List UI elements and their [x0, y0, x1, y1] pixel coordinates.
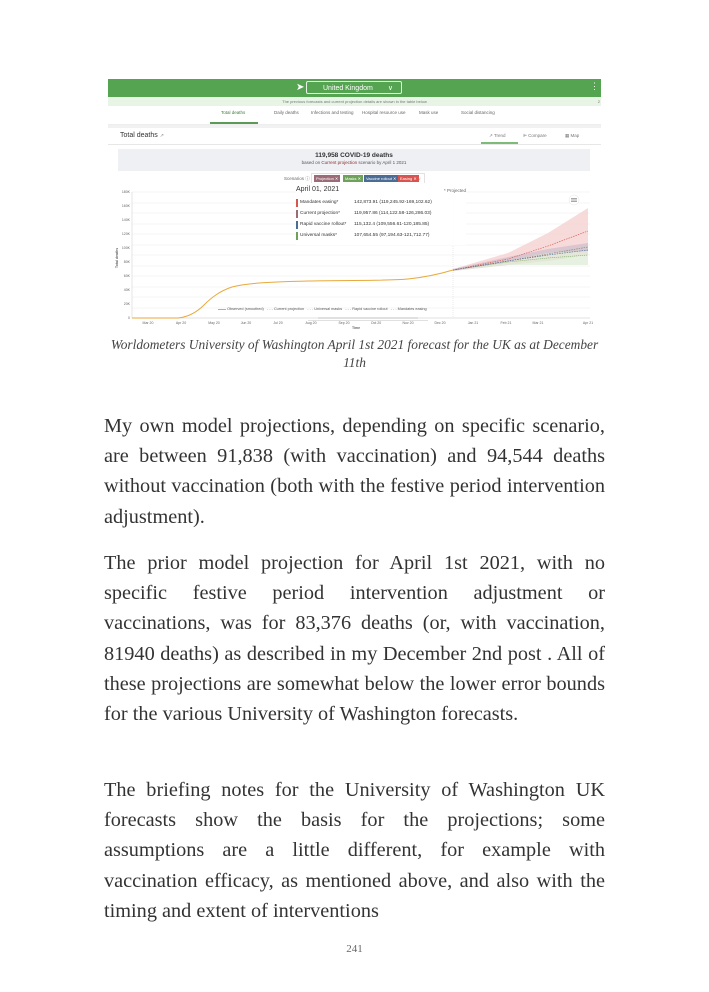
summary-headline: 119,958 COVID-19 deaths — [315, 152, 393, 159]
external-link-icon[interactable]: ↗ — [159, 133, 164, 139]
svg-text:Jul 20: Jul 20 — [273, 321, 283, 325]
view-trend-button[interactable]: ↗ Trend — [489, 133, 506, 138]
svg-text:Feb 21: Feb 21 — [500, 321, 512, 325]
tooltip-row-name: Rapid vaccine rollout* — [300, 222, 347, 227]
view-map-button[interactable]: ▦ Map — [565, 133, 580, 138]
svg-text:Mar 21: Mar 21 — [532, 321, 544, 325]
y-axis — [115, 190, 132, 320]
svg-text:100K: 100K — [121, 246, 130, 250]
svg-text:Mar 20: Mar 20 — [142, 321, 154, 325]
tooltip-projected-note: * Projected — [443, 188, 466, 193]
svg-text:Jun 20: Jun 20 — [240, 321, 252, 325]
svg-text:Jan 21: Jan 21 — [467, 321, 479, 325]
tooltip-row-name: Universal masks* — [300, 233, 338, 238]
hamburger-menu-icon[interactable]: ⋮ — [590, 81, 599, 91]
section-title — [120, 132, 164, 139]
svg-text:Total deaths: Total deaths — [115, 247, 119, 269]
tooltip-row-masks — [296, 232, 466, 240]
tab-social-distancing[interactable]: Social distancing — [461, 110, 495, 115]
svg-text:60K: 60K — [123, 274, 130, 278]
svg-text:May 20: May 20 — [208, 321, 220, 325]
legend-swatch — [296, 199, 298, 207]
country-selector[interactable] — [306, 81, 402, 94]
view-compare-label: Compare — [528, 133, 547, 138]
summary-scenario-link[interactable]: Current projection — [321, 160, 358, 165]
summary-sub-suffix: scenario by April 1 2021 — [357, 160, 407, 165]
tooltip-row-projection — [296, 210, 466, 218]
svg-text:120K: 120K — [121, 232, 130, 236]
svg-text:Oct 20: Oct 20 — [370, 321, 382, 325]
view-map-label: Map — [570, 133, 580, 138]
view-compare-button[interactable]: ⊫ Compare — [523, 133, 547, 138]
scenario-tag-masks[interactable]: Masks ✕ — [345, 176, 362, 181]
svg-text:0: 0 — [128, 316, 130, 320]
figure-caption: Worldometers University of Washington April 1st 2021 forecast for the UK as at December 11th — [110, 337, 599, 370]
tab-mask-use[interactable]: Mask use — [419, 110, 439, 115]
tooltip-row-value: 115,132.4 (109,556.61-120,185.85) — [354, 222, 430, 227]
legend-easing[interactable]: ‐ ‐ ‐ Mandates easing — [390, 307, 427, 311]
svg-text:80K: 80K — [123, 260, 130, 264]
metric-tabs — [108, 106, 601, 125]
tooltip-row-name: Current projection* — [300, 211, 340, 216]
paragraph-1: My own model projections, depending on specific scenario, are between 91,838 (with vaccination) and 94,544 deaths without vaccination (both with the festive period intervention adjustment). — [104, 415, 605, 528]
summary-box — [118, 149, 590, 171]
chart-footnote — [308, 316, 428, 322]
chevron-down-icon[interactable]: ∨ — [418, 176, 421, 181]
legend-swatch — [296, 221, 298, 229]
embedded-forecast-screenshot — [108, 79, 601, 329]
svg-text:40K: 40K — [123, 288, 130, 292]
legend-label: Rapid vaccine rollout — [352, 307, 388, 311]
tooltip-date: April 01, 2021 — [296, 186, 340, 193]
chart-menu-icon — [569, 195, 579, 205]
notice-text: The previous forecasts and current projection details are shown in the table below — [282, 99, 427, 104]
chevron-down-icon: ∨ — [387, 85, 393, 92]
svg-text:Nov 20: Nov 20 — [402, 321, 414, 325]
chart-legend — [218, 307, 427, 311]
svg-text:20K: 20K — [123, 302, 130, 306]
legend-swatch — [296, 232, 298, 240]
legend-label: Universal masks — [314, 307, 343, 311]
navigation-arrow-icon: ➤ — [296, 82, 305, 93]
summary-sub-prefix: based on — [301, 160, 322, 165]
legend-label: Observed (smoothed) — [227, 307, 264, 311]
legend-observed[interactable] — [218, 307, 264, 311]
tooltip-row-value: 142,873.91 (119,245.92-169,102.62) — [354, 200, 432, 205]
tab-infections-testing[interactable]: Infections and testing — [311, 110, 354, 115]
legend-label: Current projection — [273, 307, 305, 311]
paragraph-2: The prior model projection for April 1st 2021, with no specific festive period intervention adjustment or vaccinations, was for 83,376 deaths (or, with vaccination, 81940 deaths) as described in my December 2nd post . All of these projections are somewhat below the lower error bounds for the various University of Washington forecasts. — [104, 552, 605, 726]
legend-label: Mandates easing — [397, 307, 427, 311]
paragraph-3: The briefing notes for the University of Washington UK forecasts show the basis for the projections; some assumptions are a little different, for example with vaccination efficacy, as mentioned above, and also with the timing and extent of interventions — [104, 779, 605, 922]
page-number: 241 — [346, 943, 363, 955]
svg-text:Apr 20: Apr 20 — [175, 321, 187, 325]
notice-edge: 2 — [597, 99, 600, 104]
scenarios-label: Scenarios ⓘ — [284, 176, 310, 181]
tooltip-row-value: 107,654.55 (97,194.63-121,712.77) — [354, 233, 430, 238]
svg-text:Time: Time — [351, 326, 361, 329]
legend-projection[interactable]: ‐ ‐ ‐ Current projection — [266, 307, 305, 311]
svg-text:Dec 20: Dec 20 — [434, 321, 446, 325]
svg-text:140K: 140K — [121, 218, 130, 222]
tooltip-row-easing — [296, 199, 466, 207]
svg-text:Aug 20: Aug 20 — [305, 321, 317, 325]
tab-daily-deaths[interactable]: Daily deaths — [274, 110, 299, 115]
active-view-indicator — [481, 142, 518, 144]
scenario-tag-projection[interactable]: Projection ✕ — [316, 176, 339, 181]
svg-text:180K: 180K — [121, 190, 130, 194]
svg-text:Apr 21: Apr 21 — [582, 321, 594, 325]
notice-banner — [108, 97, 601, 106]
section-title-text: Total deaths — [120, 132, 158, 139]
top-bar — [108, 79, 601, 97]
date-tooltip — [296, 183, 466, 245]
legend-swatch — [296, 210, 298, 218]
active-tab-indicator — [210, 122, 258, 124]
tab-total-deaths[interactable]: Total deaths — [221, 110, 246, 115]
section-header — [108, 128, 601, 145]
legend-masks[interactable]: ‐ ‐ ‐ Universal masks — [307, 307, 343, 311]
summary-subtext — [118, 160, 590, 165]
svg-text:160K: 160K — [121, 204, 130, 208]
scenario-tag-easing[interactable]: Easing ✕ — [400, 176, 417, 181]
tooltip-row-vaccine — [296, 221, 466, 229]
legend-vaccine[interactable]: ‐ ‐ ‐ Rapid vaccine rollout — [345, 307, 388, 311]
country-label: United Kingdom — [323, 85, 373, 92]
svg-text:Sep 20: Sep 20 — [338, 321, 350, 325]
scenario-tag-vaccine-rollout[interactable]: Vaccine rollout ✕ — [366, 176, 397, 181]
tab-hospital-resource-use[interactable]: Hospital resource use — [362, 110, 406, 115]
tooltip-row-name: Mandates easing* — [300, 200, 339, 205]
tooltip-row-value: 119,957.86 (114,122.58-126,286.03) — [354, 211, 432, 216]
view-trend-label: Trend — [493, 133, 506, 138]
